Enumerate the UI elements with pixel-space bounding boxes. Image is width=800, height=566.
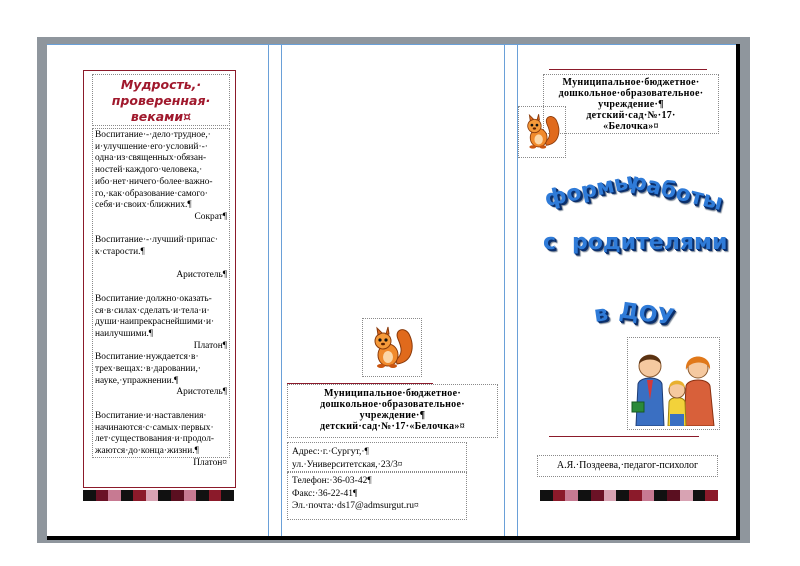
quote-author: Аристотель¶: [176, 387, 227, 398]
contact-line: Факс:·36-22-41¶: [292, 488, 358, 499]
quote-line: начинаются·с·самых·первых·: [95, 422, 214, 433]
quote-line: ибо·нет·ничего·более·важно-: [95, 176, 213, 187]
contact-line: Телефон:·36-03-42¶: [292, 476, 372, 486]
org-name-middle: [287, 384, 498, 438]
quotes-text-box: [92, 128, 230, 468]
quote-line: лет·существования·и·продол-: [95, 434, 215, 445]
top-margin-guide: [47, 44, 736, 45]
org-line: дошкольное·образовательное·: [558, 88, 704, 99]
family-illustration-icon: [630, 340, 716, 426]
quote-line: Воспитание·и·наставления·: [95, 410, 207, 421]
quote-line: себя·и·своих·ближних.¶: [95, 200, 192, 211]
quote-line: одна·из·священных·обязан-: [95, 153, 207, 164]
org-line: «Белочка»¤: [603, 121, 659, 132]
title-line: веками¤: [130, 109, 192, 124]
quote-line: го,·как·образование·самого·: [95, 188, 208, 199]
quote-line: Воспитание·-·дело·трудное,·: [95, 130, 211, 140]
title-line: Мудрость,·: [120, 77, 202, 92]
org-line: Муниципальное·бюджетное·: [324, 388, 461, 399]
squirrel-icon: [521, 109, 563, 153]
right-bottom-divider: [549, 436, 699, 437]
quote-line: ся·в·силах·сделать·и·тела·и·: [95, 305, 210, 316]
quote-author: Платон¤: [193, 457, 227, 468]
quote-line: Воспитание·нуждается·в·: [95, 352, 199, 363]
quote-line: ностей·каждого·человека,·: [95, 165, 203, 176]
quote-line: к·старости.¶: [95, 247, 145, 258]
quote-author: Аристотель¶: [176, 270, 227, 281]
contacts-box: [287, 472, 467, 520]
title-word-dou: ДОУ: [617, 298, 676, 331]
quote-line: наилучшими.¶: [95, 328, 154, 339]
quote-author: Сократ¶: [194, 211, 227, 222]
address-box: [287, 442, 467, 472]
fold-guide-1: [268, 44, 269, 536]
org-line: учреждение·¶: [359, 410, 426, 421]
quote-line: трех·вещах:·в·даровании,·: [95, 364, 201, 375]
fold-guide-2: [281, 44, 282, 536]
right-top-divider: [549, 69, 707, 70]
org-line: детский·сад·№·17·: [586, 110, 676, 121]
decor-mosaic-right: [540, 490, 718, 501]
quote-line: Воспитание·-·лучший·припас·: [95, 235, 218, 246]
quote-line: души·наипрекраснейшими·и·: [95, 317, 215, 328]
address-line: Адрес:·г.·Сургут,·¶: [292, 447, 369, 457]
squirrel-icon: [367, 322, 417, 372]
quote-line: Воспитание·должно·оказать-: [95, 293, 212, 304]
org-name-right: [543, 74, 719, 134]
title-word-work: работы: [628, 169, 726, 216]
title-word-with: с: [543, 230, 557, 255]
decor-mosaic-left: [83, 490, 234, 501]
title-word-forms: формы: [542, 168, 637, 213]
title-line: проверенная·: [111, 93, 211, 108]
title-word-in: в: [592, 301, 610, 328]
quote-line: науке,·упражнении.¶: [95, 375, 179, 386]
org-line: учреждение·¶: [598, 99, 664, 110]
address-line: ул.·Университетская,·23/3¤: [292, 459, 403, 470]
contact-line: Эл.·почта:·ds17@admsurgut.ru¤: [292, 501, 419, 511]
org-line: детский·сад·№·17·«Белочка»¤: [319, 421, 465, 432]
title-word-parents: родителями: [572, 230, 728, 255]
wisdom-title: [92, 74, 230, 126]
quote-author: Платон¶: [193, 340, 227, 351]
org-line: Муниципальное·бюджетное·: [562, 77, 700, 88]
org-line: дошкольное·образовательное·: [320, 399, 465, 410]
quote-line: и·улучшение·его·условий·-·: [95, 141, 208, 152]
author-name-box: А.Я.·Поздеева,·педагог-психолог: [537, 455, 718, 477]
fold-guide-3: [504, 44, 505, 536]
quote-line: жаются·до·конца·жизни.¶: [95, 445, 199, 456]
